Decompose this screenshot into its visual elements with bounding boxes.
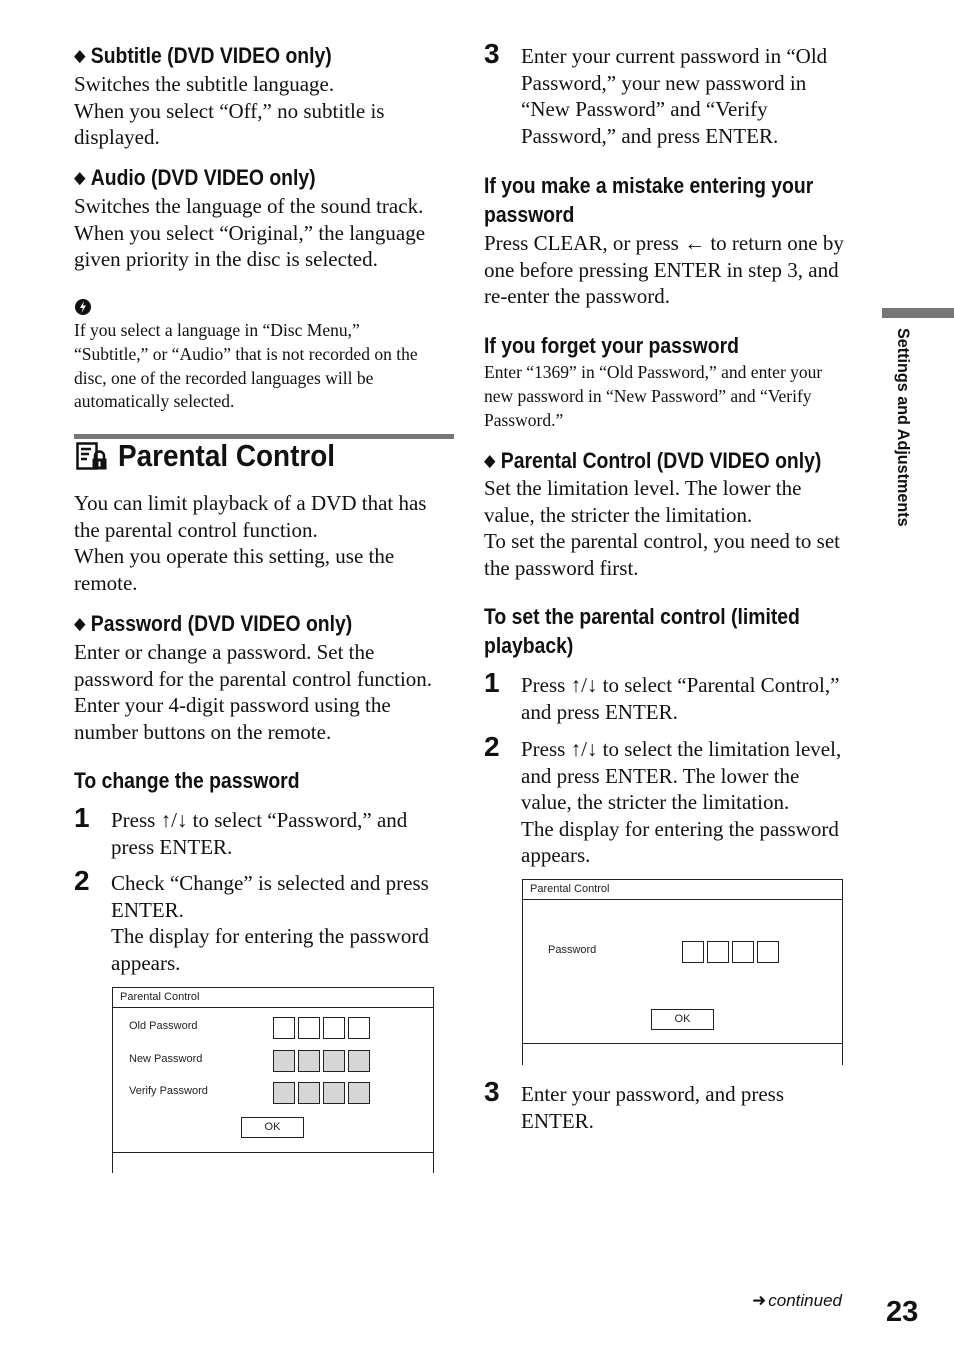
- password-digit[interactable]: [682, 941, 704, 963]
- password-digit[interactable]: [757, 941, 779, 963]
- step-text: Enter your current password in “Old Password,” your new password in “New Password” and “Verify Password,” and press ENTER.: [521, 44, 828, 148]
- page-number: 23: [886, 1296, 919, 1328]
- step-number: 3: [484, 38, 500, 69]
- diamond-bullet-icon: ◆: [74, 168, 86, 187]
- mistake-description: Press CLEAR, or press ← to return one by one before pressing ENTER in step 3, and re-enter the password.: [484, 231, 844, 308]
- change-password-dialog: [112, 987, 434, 1173]
- side-tab-label: Settings and Adjustments: [894, 328, 913, 527]
- password-description: Enter or change a password. Set the password for the parental control function. Enter your 4-digit password using the number buttons on the remote.: [74, 640, 433, 744]
- step-text: Press ↑/↓ to select “Password,” and press ENTER.: [111, 808, 408, 859]
- verify-password-digit[interactable]: [273, 1082, 295, 1104]
- step-text: Enter your password, and press ENTER.: [521, 1082, 785, 1133]
- verify-password-digit[interactable]: [348, 1082, 370, 1104]
- step-text: Press ↑/↓ to select the limitation level, and press ENTER. The lower the value, the stricter the limitation. The display for entering the password appears.: [521, 737, 842, 867]
- verify-password-digit[interactable]: [298, 1082, 320, 1104]
- parental-intro: You can limit playback of a DVD that has the parental control function. When you operate this setting, use the remote.: [74, 491, 427, 595]
- old-password-digit[interactable]: [323, 1017, 345, 1039]
- new-password-digit[interactable]: [323, 1050, 345, 1072]
- password-digit[interactable]: [707, 941, 729, 963]
- step-number: 2: [484, 731, 500, 762]
- mistake-heading: If you make a mistake entering your password: [484, 173, 814, 227]
- new-password-label: New Password: [129, 1053, 203, 1065]
- parental-lock-icon: [76, 442, 108, 472]
- subtitle-description: Switches the subtitle language. When you select “Off,” no subtitle is displayed.: [74, 72, 385, 149]
- section-title: Parental Control: [118, 438, 336, 473]
- dialog-title: Parental Control: [530, 883, 610, 895]
- step-text: Check “Change” is selected and press ENTER. The display for entering the password appears.: [111, 871, 429, 975]
- continued-note: ➜ continued: [752, 1291, 842, 1310]
- ok-button[interactable]: OK: [241, 1117, 304, 1138]
- parental-control-description: Set the limitation level. The lower the value, the stricter the limitation. To set the parental control, you need to set the password first.: [484, 476, 841, 580]
- arrow-right-icon: ➜: [752, 1291, 767, 1310]
- step-text: Press ↑/↓ to select “Parental Control,” and press ENTER.: [521, 673, 840, 724]
- side-tab-marker: [882, 308, 954, 318]
- parental-control-heading: ◆ Parental Control (DVD VIDEO only): [484, 448, 822, 473]
- audio-description: Switches the language of the sound track. When you select “Original,” the language given priority in the disc is selected.: [74, 194, 426, 271]
- old-password-digit[interactable]: [298, 1017, 320, 1039]
- step-number: 2: [74, 865, 90, 896]
- password-heading: ◆ Password (DVD VIDEO only): [74, 611, 353, 636]
- forget-description: Enter “1369” in “Old Password,” and enter your new password in “New Password” and “Verify Password.”: [484, 362, 823, 430]
- old-password-digit[interactable]: [273, 1017, 295, 1039]
- dialog-title: Parental Control: [120, 991, 200, 1003]
- tip-text: If you select a language in “Disc Menu,” “Subtitle,” or “Audio” that is not recorded on the disc, one of the recorded languages will be automatically selected.: [74, 320, 418, 412]
- new-password-digit[interactable]: [348, 1050, 370, 1072]
- ok-button[interactable]: OK: [651, 1009, 714, 1030]
- audio-heading: ◆ Audio (DVD VIDEO only): [74, 165, 316, 190]
- password-digit[interactable]: [732, 941, 754, 963]
- change-password-heading: To change the password: [74, 768, 300, 793]
- new-password-digit[interactable]: [273, 1050, 295, 1072]
- diamond-bullet-icon: ◆: [74, 614, 86, 633]
- verify-password-digit[interactable]: [323, 1082, 345, 1104]
- subtitle-heading: ◆ Subtitle (DVD VIDEO only): [74, 43, 332, 68]
- verify-password-label: Verify Password: [129, 1085, 208, 1097]
- limited-playback-heading: To set the parental control (limited playback): [484, 604, 800, 658]
- enter-password-dialog: [522, 879, 843, 1065]
- step-number: 3: [484, 1076, 500, 1107]
- step-number: 1: [74, 802, 90, 833]
- tip-icon: [74, 298, 92, 316]
- step-number: 1: [484, 667, 500, 698]
- password-label: Password: [548, 944, 597, 956]
- old-password-label: Old Password: [129, 1020, 198, 1032]
- diamond-bullet-icon: ◆: [74, 46, 86, 65]
- diamond-bullet-icon: ◆: [484, 451, 496, 470]
- forget-heading: If you forget your password: [484, 333, 739, 358]
- old-password-digit[interactable]: [348, 1017, 370, 1039]
- new-password-digit[interactable]: [298, 1050, 320, 1072]
